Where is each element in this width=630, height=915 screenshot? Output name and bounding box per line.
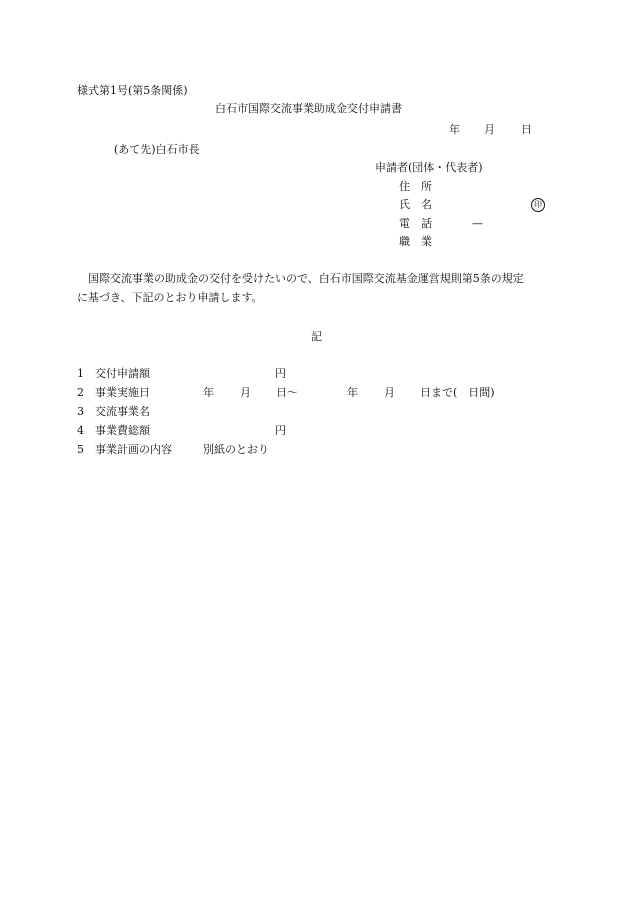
applicant-heading: 申請者(団体・代表者) [375, 161, 483, 174]
item-unit: 円 [275, 367, 286, 380]
record-heading: 記 [311, 330, 322, 343]
body-text-line-2: に基づき、下記のとおり申請します。 [77, 291, 263, 304]
address-label: 住 所 [399, 180, 432, 193]
item-label: 事業費総額 [95, 424, 150, 437]
end-month: 月 [384, 386, 395, 399]
end-year: 年 [347, 386, 358, 399]
start-day: 日〜 [276, 386, 298, 399]
seal-mark: 印 [531, 198, 545, 212]
body-text-line-1: 国際交流事業の助成金の交付を受けたいので、白石市国際交流基金運営規則第5条の規定 [88, 272, 524, 285]
item-label: 事業実施日 [95, 386, 150, 399]
occupation-label: 職 業 [399, 235, 432, 248]
item-label: 事業計画の内容 [95, 443, 172, 456]
item-value: 別紙のとおり [203, 443, 269, 456]
item-number: 5 [77, 443, 84, 456]
date-month: 月 [484, 123, 495, 136]
addressee: (あて先)白石市長 [114, 143, 200, 156]
item-number: 4 [77, 424, 84, 437]
date-year: 年 [449, 123, 460, 136]
date-day: 日 [521, 123, 532, 136]
item-number: 2 [77, 386, 84, 399]
name-label: 氏 名 [399, 198, 432, 211]
phone-dash: — [472, 217, 483, 230]
start-year: 年 [203, 386, 214, 399]
item-number: 3 [77, 405, 84, 418]
start-month: 月 [240, 386, 251, 399]
item-label: 交流事業名 [95, 405, 150, 418]
item-label: 交付申請額 [95, 367, 150, 380]
phone-label: 電 話 [399, 217, 432, 230]
form-title: 白石市国際交流事業助成金交付申請書 [215, 102, 402, 115]
form-number: 様式第1号(第5条関係) [77, 84, 188, 97]
item-unit: 円 [275, 424, 286, 437]
end-day-duration: 日まで( 日間) [420, 386, 495, 399]
item-number: 1 [77, 367, 84, 380]
